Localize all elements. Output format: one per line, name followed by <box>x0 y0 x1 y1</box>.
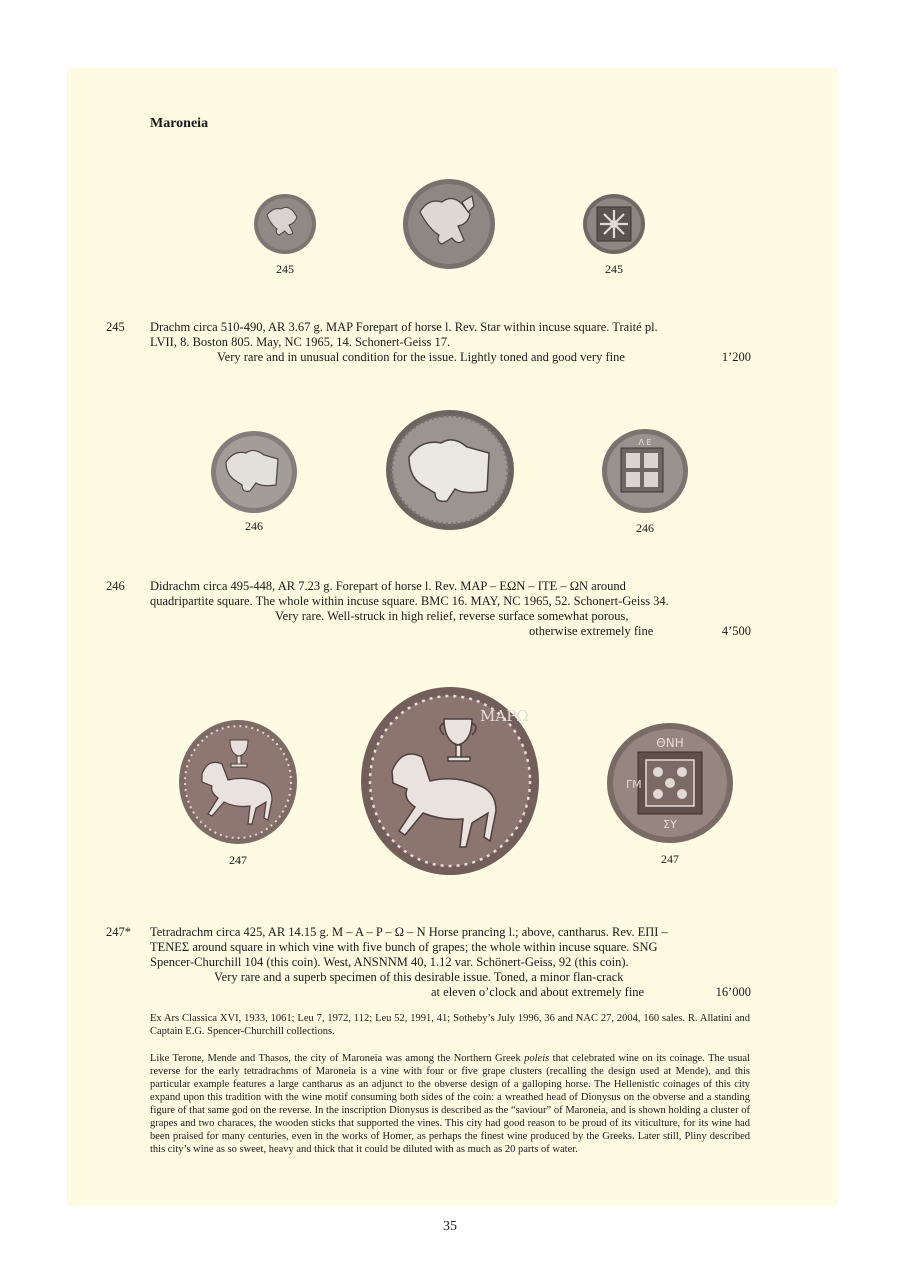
coin-inscription: ΘNH <box>656 736 684 750</box>
lot-condition: Very rare and a superb specimen of this desirable issue. Toned, a minor flan-crack <box>214 970 624 984</box>
coin-label: 247 <box>661 852 679 866</box>
coin-247-obverse-large <box>360 685 540 877</box>
coin-245-reverse <box>582 193 646 255</box>
coin-247-obverse-small <box>178 718 298 846</box>
lot-description-line: TENEΣ around square in which vine with five bunch of grapes; the whole within incuse square. SNG <box>150 940 658 954</box>
coin-inscription: ΣΥ <box>663 818 677 831</box>
page-number: 35 <box>443 1219 457 1234</box>
lot-number: 247* <box>106 925 131 939</box>
lot-description-line: Drachm circa 510-490, AR 3.67 g. MAP Forepart of horse l. Rev. Star within incuse square. Traité pl. <box>150 320 658 334</box>
coin-inscription: Λ E <box>638 438 652 447</box>
lot-condition: Very rare. Well-struck in high relief, reverse surface somewhat porous, <box>275 609 629 623</box>
lot-condition: at eleven o’clock and about extremely fine <box>431 985 645 999</box>
lot-note-text: that celebrated wine on its coinage. The usual reverse for the early tetradrachms of Maroneia is a vine with four or five grape clusters (recalling the design used at Mende), and this particular example features a large cantharus as an adjunct to the obverse design of a galloping horse. The Hellenistic coinages of this city expand upon this tradition with the wine motif consuming both sides of the coin: a wreathed head of Dionysus on the obverse and a standing figure of that same god on the reverse. In the inscription Dionysus is described as the “saviour” of Maroneia, and is shown holding a cluster of grapes and two characes, the wooden sticks that supported the vines. This city had good reason to be proud of its viticulture, for its wine had been praised for many centuries, even in the works of Homer, as perhaps the finest wine produced by the Greeks. Later still, Pliny described this city’s wine as so sweet, heavy and thick that it could be diluted with as much as 20 parts of water. <box>150 1053 751 1155</box>
coin-246-obverse-large <box>385 409 516 532</box>
coin-245-obverse-large <box>402 178 496 270</box>
lot-description-line: Didrachm circa 495-448, AR 7.23 g. Forepart of horse l. Rev. MAP – EΩN – ITE – ΩN around <box>150 579 626 593</box>
lot-number: 245 <box>106 320 125 334</box>
lot-price: 1’200 <box>721 350 751 364</box>
lot-provenance: Ex Ars Classica XVI, 1933, 1061; Leu 7, 1972, 112; Leu 52, 1991, 41; Sotheby’s July 1996, 36 and NAC 27, 2004, 160 sales. R. Allatini and Captain E.G. Spencer-Churchill collections. <box>150 1013 750 1037</box>
section-heading: Maroneia <box>150 116 209 131</box>
lot-condition: Very rare and in unusual condition for the issue. Lightly toned and good very fine <box>217 350 625 364</box>
lot-price: 4’500 <box>721 624 751 638</box>
coin-246-reverse <box>601 428 689 514</box>
coin-label: 246 <box>245 519 263 533</box>
coin-inscription: ΓM <box>626 778 642 791</box>
coin-247-reverse <box>606 722 734 844</box>
coin-245-obverse-small <box>253 193 317 255</box>
lot-note-italic: poleis <box>524 1053 550 1064</box>
lot-note <box>150 1052 750 1156</box>
coin-246-obverse-small <box>210 430 298 514</box>
lot-price: 16’000 <box>715 985 751 999</box>
coin-label: 245 <box>605 262 623 276</box>
coin-inscription: MAPΩ <box>480 707 529 725</box>
lot-description-line: quadripartite square. The whole within incuse square. BMC 16. MAY, NC 1965, 52. Schonert-Geiss 34. <box>150 594 669 608</box>
lot-condition: otherwise extremely fine <box>529 624 654 638</box>
lot-description-line: Spencer-Churchill 104 (this coin). West, ANSNNM 40, 1.12 var. Schönert-Geiss, 92 (this coin). <box>150 955 629 969</box>
lot-number: 246 <box>106 579 125 593</box>
lot-note-text: Like Terone, Mende and Thasos, the city of Maroneia was among the Northern Greek <box>150 1053 525 1064</box>
coin-label: 246 <box>636 521 654 535</box>
lot-description-line: Tetradrachm circa 425, AR 14.15 g. M – A – P – Ω – N Horse prancing l.; above, cantharus. Rev. EΠI – <box>150 925 668 939</box>
coin-label: 245 <box>276 262 294 276</box>
coin-label: 247 <box>229 853 247 867</box>
lot-description-line: LVII, 8. Boston 805. May, NC 1965, 14. Schonert-Geiss 17. <box>150 335 451 349</box>
